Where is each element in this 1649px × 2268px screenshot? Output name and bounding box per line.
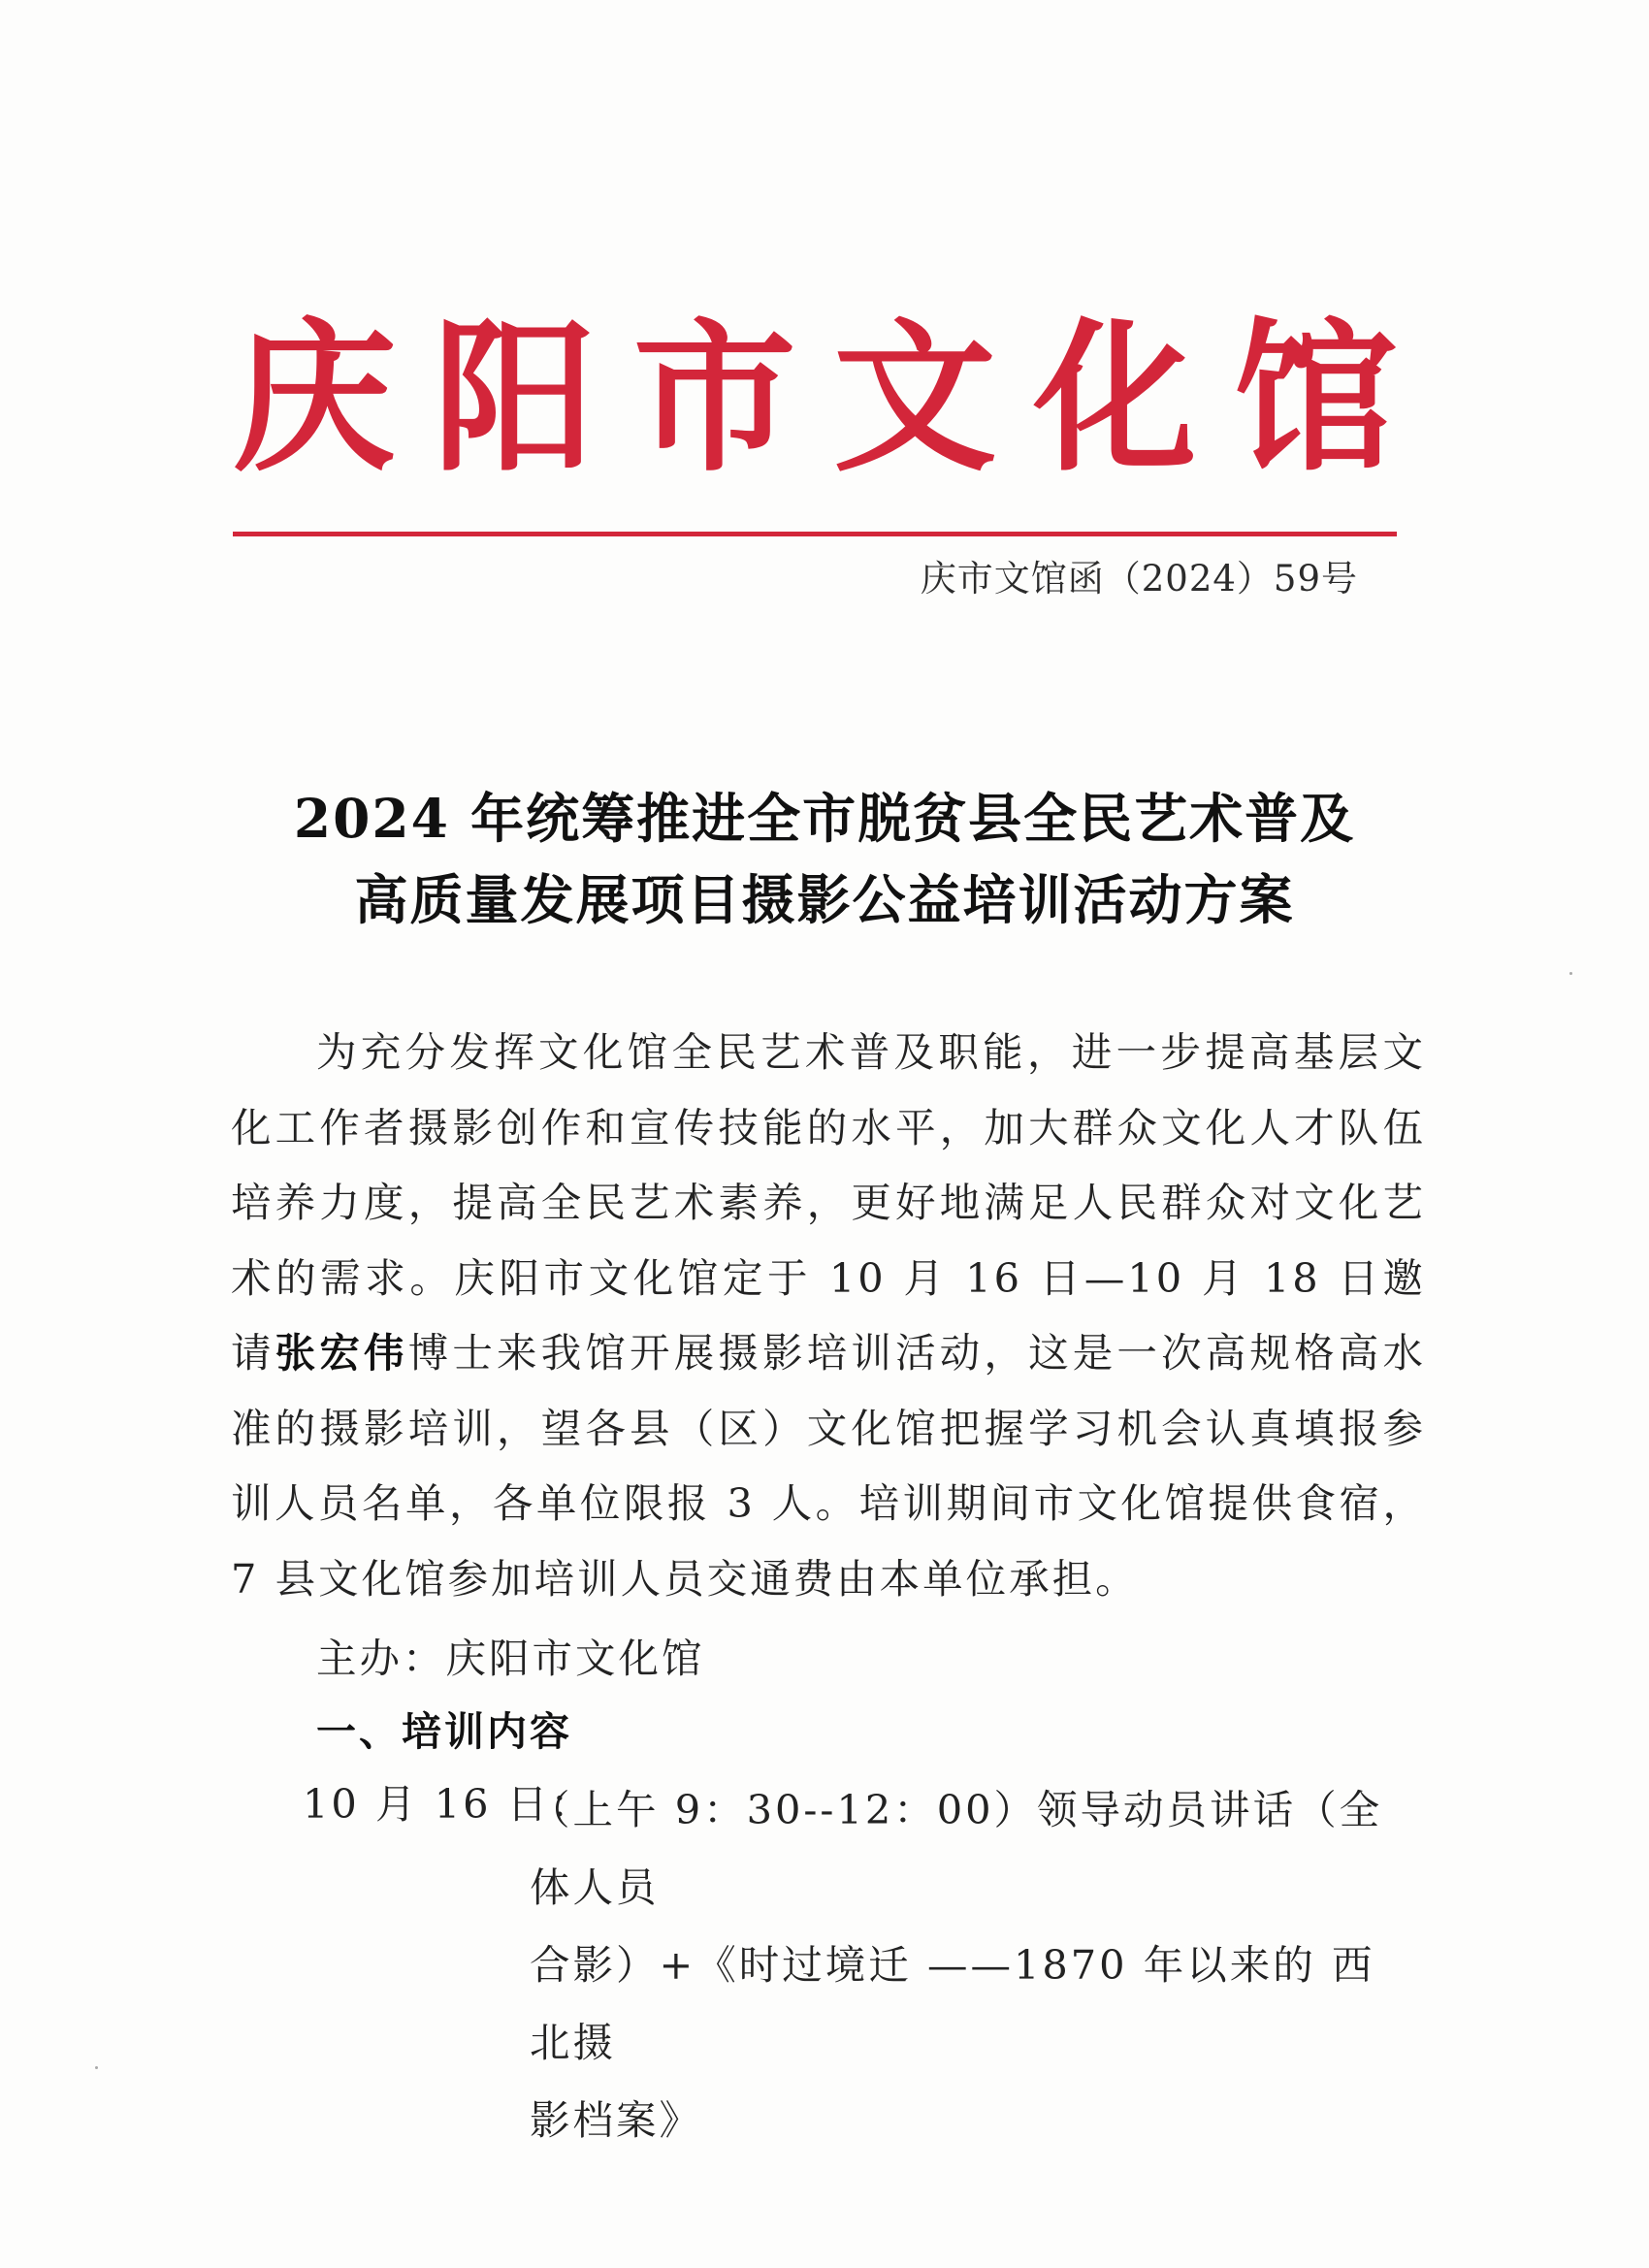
masthead-char: 文: [833, 302, 997, 494]
schedule-line-2: 合影）+《时过境迁 ——1870 年以来的 西 北摄: [530, 1941, 1375, 2066]
masthead-char: 化: [1033, 302, 1197, 494]
schedule-line-1: （上午 9：30--12：00）领导动员讲话（全体人员: [530, 1786, 1383, 1911]
document-title-line-1: 2024 年统筹推进全市脱贫县全民艺术普及: [293, 787, 1356, 850]
organizer-line: 主办：庆阳市文化馆: [316, 1635, 705, 1682]
schedule-date: 10 月 16 日：: [303, 1780, 594, 1828]
masthead-char: 阳: [433, 302, 597, 494]
intro-paragraph: [231, 1015, 1426, 1616]
masthead-char: 市: [632, 302, 796, 494]
lecturer-name: 张宏伟: [275, 1329, 408, 1377]
section-heading-training-content: 一、培训内容: [316, 1708, 572, 1755]
masthead-char: 庆: [233, 302, 396, 494]
red-divider-line: [233, 532, 1397, 536]
document-number: 庆市文馆函（2024）59号: [920, 558, 1358, 599]
schedule-item: [530, 1771, 1422, 2159]
masthead-title: [233, 301, 1397, 495]
intro-text-part-1: 为充分发挥文化馆全民艺术普及职能，进一步提高基层文化工作者摄影创作和宣传技能的水平，加大群众文化人才队伍培养力度，提高全民艺术素养，更好地满足人民群众对文化艺术的需求。庆阳市文化馆定于 10 月 16 日—10 月 18 日邀请: [231, 1028, 1426, 1377]
intro-text-part-2: 博士来我馆开展摄影培训活动，这是一次高规格高水准的摄影培训，望各县（区）文化馆把握学习机会认真填报参训人员名单，各单位限报 3 人。培训期间市文化馆提供食宿，7 县文化馆参加培训人员交通费由本单位承担。: [231, 1329, 1426, 1603]
document-title-line-2: 高质量发展项目摄影公益培训活动方案: [354, 868, 1295, 931]
schedule-line-3: 影档案》: [530, 2096, 703, 2144]
scan-speck: [1569, 972, 1572, 975]
scan-speck: [95, 2066, 98, 2069]
masthead-char: 馆: [1233, 302, 1397, 494]
